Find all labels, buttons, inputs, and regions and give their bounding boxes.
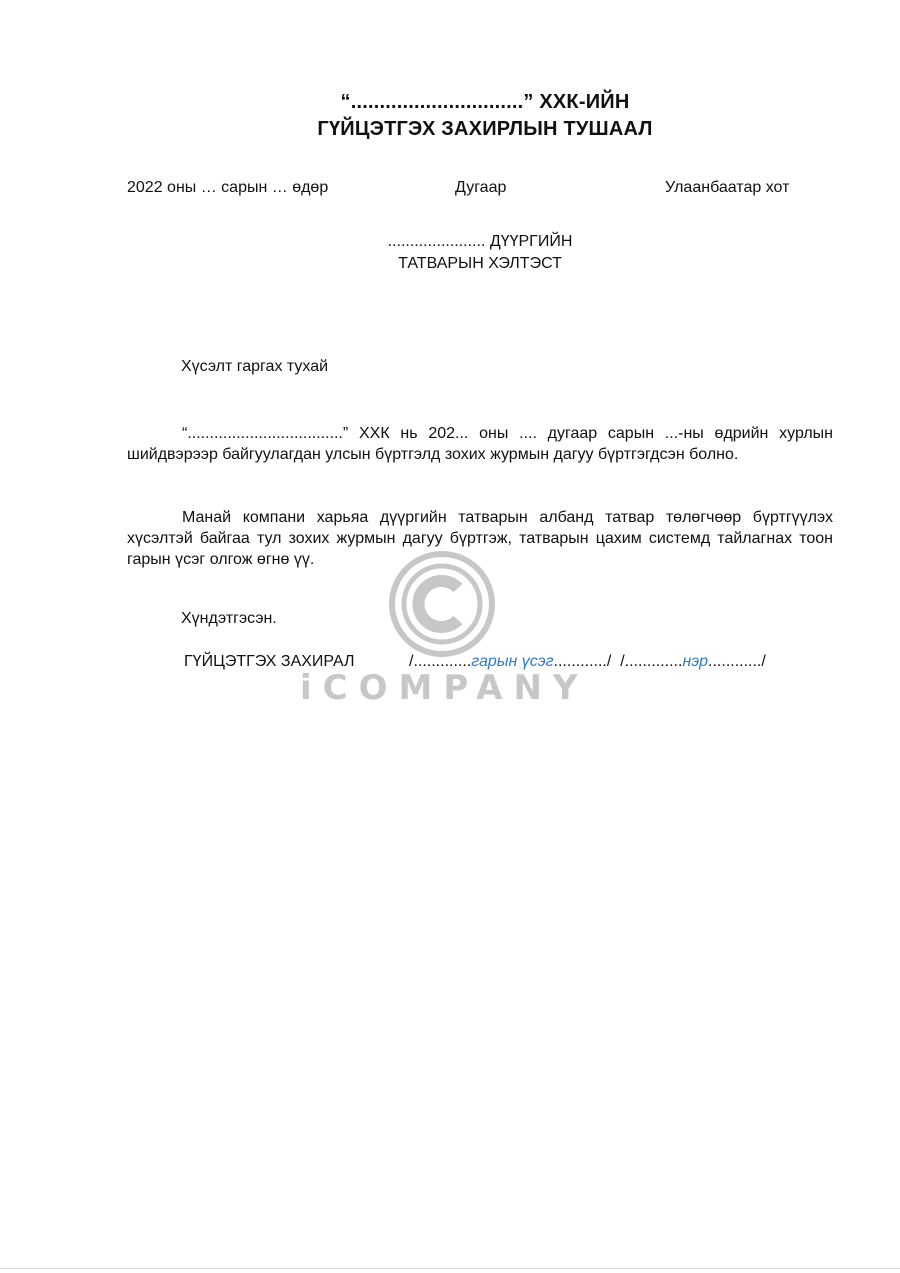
order-date: 2022 оны … сарын … өдөр [127,179,329,196]
body-paragraph-2: Манай компани харьяа дүүргийн татварын албанд татвар төлөгчөөр бүртгүүлэх хүсэлтэй байгаа тул зохих журмын дагуу бүртгэж, татварын цахим системд тайлагнах тоон гарын үсэг олгож өгнө үү. [127,509,833,568]
name-placeholder: нэр [682,653,709,670]
watermark-logo-text: iCOMPANY [300,668,589,708]
order-number-label: Дугаар [455,179,507,196]
order-city: Улаанбаатар хот [665,179,790,196]
signature-suffix: ............/ /............. [553,653,683,670]
name-suffix: ............/ [708,653,766,670]
regards-text: Хүндэтгэсэн. [181,610,277,627]
addressee-line-2: ТАТВАРЫН ХЭЛТЭСТ [398,255,562,272]
copyright-icon [388,550,496,658]
signature-placeholder: гарын үсэг [471,653,554,670]
addressee-line-1: ...................... ДҮҮРГИЙН [387,233,573,250]
body-paragraph-1: “...................................” ХХК нь 202... оны .... дугаар сарын ...-ны өдрийн хурлын шийдвэрээр байгуулагдан улсын бүртгэлд зохих журмын дагуу бүртгэгдсэн болно. [127,425,833,463]
signer-title: ГҮЙЦЭТГЭХ ЗАХИРАЛ [184,653,355,670]
title-line-1: “..............................” ХХК-ИЙН [340,91,630,113]
title-line-2: ГҮЙЦЭТГЭХ ЗАХИРЛЫН ТУШААЛ [317,118,653,140]
page-edge-divider [0,1268,900,1269]
subject-line: Хүсэлт гаргах тухай [181,358,329,375]
signature-prefix: /............. [409,653,472,670]
